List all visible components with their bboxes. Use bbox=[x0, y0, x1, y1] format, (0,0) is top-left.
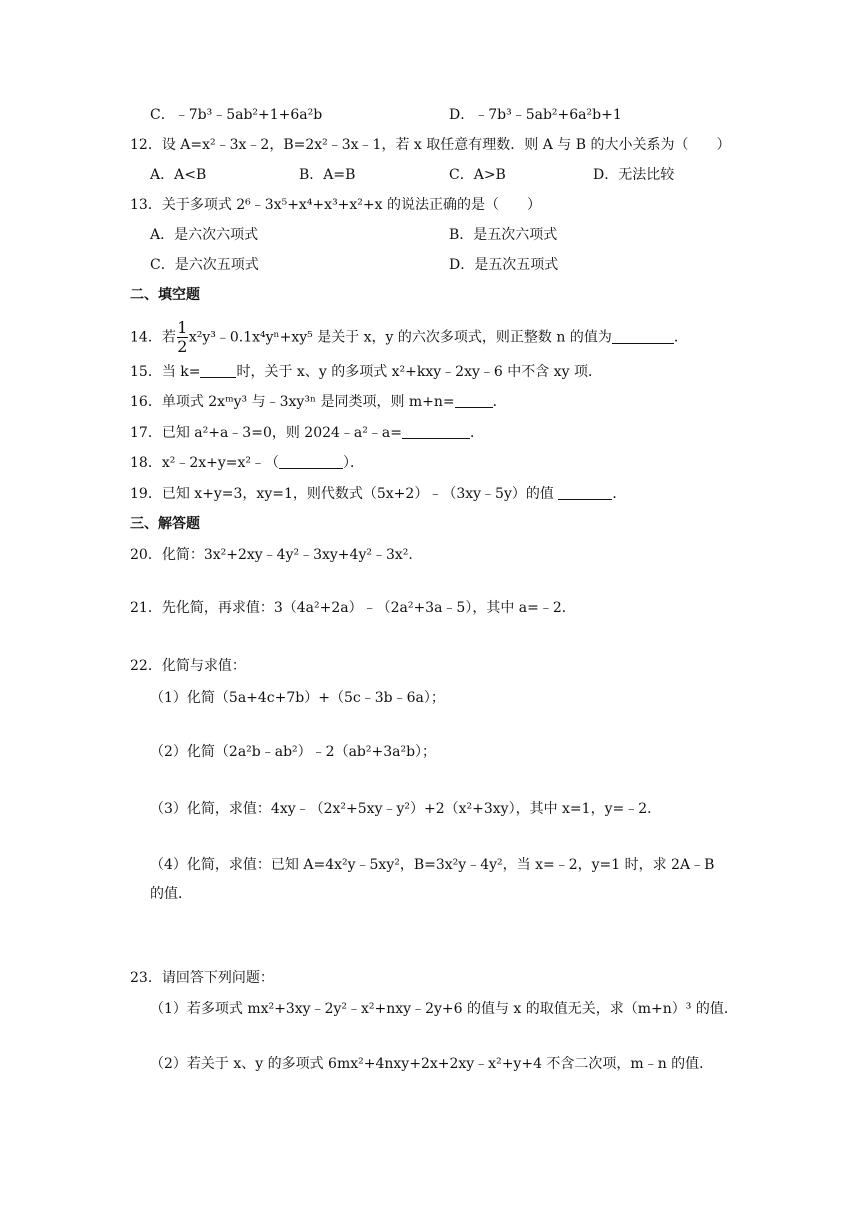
q18-answer-blank[interactable] bbox=[279, 454, 343, 469]
q16-answer-blank[interactable] bbox=[455, 393, 493, 408]
q18-prefix: 18．x²﹣2x+y=x²﹣（ bbox=[130, 455, 280, 471]
q11-option-c: C．﹣7b³﹣5ab²+1+6a²b bbox=[150, 107, 323, 123]
q12-option-b: B．A=B bbox=[299, 167, 356, 183]
q16-line bbox=[130, 392, 507, 412]
q16-prefix: 16．单项式 2xᵐy³ 与﹣3xy³ⁿ 是同类项，则 m+n= bbox=[130, 394, 455, 410]
q22-stem: 22．化简与求值： bbox=[130, 658, 246, 674]
fraction-denominator: 2 bbox=[177, 337, 188, 356]
q13-option-b: B．是五次六项式 bbox=[449, 227, 558, 243]
q14-answer-blank[interactable] bbox=[612, 329, 674, 344]
q23-part-1: （1）若多项式 mx²+3xy﹣2y²﹣x²+nxy﹣2y+6 的值与 x 的取值无关，求（m+n）³ 的值． bbox=[150, 1001, 738, 1017]
q15-answer-blank[interactable] bbox=[200, 363, 236, 378]
q15-prefix: 15．当 k= bbox=[130, 364, 201, 380]
q15-line bbox=[130, 362, 602, 382]
q22-part-2: （2）化简（2a²b﹣ab²）﹣2（ab²+3a²b）； bbox=[150, 744, 437, 760]
q16-end: ． bbox=[492, 394, 507, 410]
q12-option-c: C．A>B bbox=[449, 167, 506, 183]
q19-answer-blank[interactable] bbox=[558, 485, 612, 500]
q14-end: ． bbox=[673, 329, 688, 346]
q21-stem: 21．先化简，再求值：3（4a²+2a）﹣（2a²+3a﹣5），其中 a=﹣2． bbox=[130, 600, 576, 616]
q12-option-d: D．无法比较 bbox=[593, 167, 675, 183]
q18-end: ）． bbox=[343, 455, 365, 471]
fraction-numerator: 1 bbox=[177, 318, 188, 337]
q11-option-d: D．﹣7b³﹣5ab²+6a²b+1 bbox=[449, 107, 622, 123]
q19-line bbox=[130, 484, 626, 504]
q12-stem: 12．设 A=x²﹣3x﹣2，B=2x²﹣3x﹣1，若 x 取任意有理数．则 A 与 B 的大小关系为（ ） bbox=[130, 137, 731, 153]
q14-prefix: 14．若 bbox=[130, 329, 176, 346]
q13-option-a: A．是六次六项式 bbox=[150, 227, 259, 243]
section-heading-fill-in: 二、填空题 bbox=[130, 287, 200, 303]
section-heading-solve: 三、解答题 bbox=[130, 516, 200, 532]
q22-part-4: （4）化简，求值：已知 A=4x²y﹣5xy²，B=3x²y﹣4y²，当 x=﹣2，y=1 时，求 2A﹣B bbox=[150, 857, 715, 873]
q14-line bbox=[130, 320, 688, 355]
q22-part-3: （3）化简，求值：4xy﹣（2x²+5xy﹣y²）+2（x²+3xy），其中 x=1，y=﹣2． bbox=[150, 801, 662, 817]
q13-option-c: C．是六次五项式 bbox=[150, 257, 259, 273]
fraction-one-half bbox=[177, 320, 188, 355]
q23-part-2: （2）若关于 x、y 的多项式 6mx²+4nxy+2x+2xy﹣x²+y+4 不含二次项，m﹣n 的值． bbox=[150, 1056, 714, 1072]
q23-stem: 23．请回答下列问题： bbox=[130, 970, 274, 986]
q14-text: x²y³﹣0.1x⁴yⁿ+xy⁵ 是关于 x，y 的六次多项式，则正整数 n 的值为 bbox=[188, 329, 612, 346]
q18-line bbox=[130, 453, 364, 473]
q19-end: ． bbox=[612, 486, 627, 502]
q17-line bbox=[130, 423, 484, 443]
q19-prefix: 19．已知 x+y=3，xy=1，则代数式（5x+2）﹣（3xy﹣5y）的值 bbox=[130, 486, 559, 502]
q13-option-d: D．是五次五项式 bbox=[449, 257, 559, 273]
q22-part-1: （1）化简（5a+4c+7b）+（5c﹣3b﹣6a）； bbox=[150, 690, 445, 706]
q17-end: ． bbox=[469, 425, 484, 441]
q15-text: 时，关于 x、y 的多项式 x²+kxy﹣2xy﹣6 中不含 xy 项． bbox=[236, 364, 602, 380]
q17-answer-blank[interactable] bbox=[402, 424, 470, 439]
q17-prefix: 17．已知 a²+a﹣3=0，则 2024﹣a²﹣a= bbox=[130, 425, 402, 441]
q22-part-4-cont: 的值． bbox=[150, 886, 192, 902]
q12-option-a: A．A<B bbox=[150, 167, 207, 183]
q13-stem: 13．关于多项式 2⁶﹣3x⁵+x⁴+x³+x²+x 的说法正确的是（ ） bbox=[130, 197, 541, 213]
q20-stem: 20．化简：3x²+2xy﹣4y²﹣3xy+4y²﹣3x²． bbox=[130, 547, 423, 563]
